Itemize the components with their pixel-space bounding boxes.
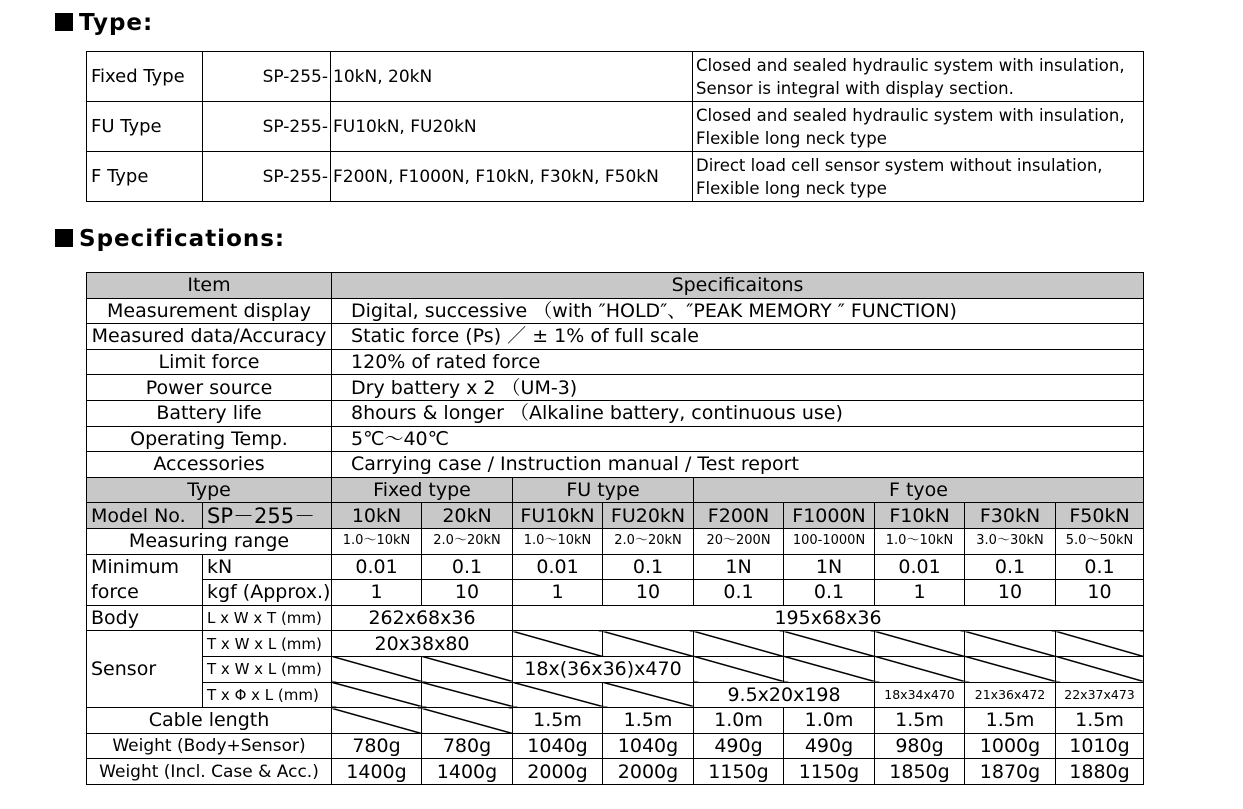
not-applicable-cell bbox=[875, 656, 965, 682]
general-row: Accessories Carrying case / Instruction manual / Test report bbox=[87, 452, 1144, 478]
not-applicable-cell bbox=[784, 631, 875, 657]
min-force-kgf-row: force kgf (Approx.) 1 10 1 10 0.1 0.1 1 10 10 bbox=[87, 580, 1144, 606]
type-row-fu: FU Type SP-255- FU10kN, FU20kN Closed and sealed hydraulic system with insulation, Flexible long neck type bbox=[87, 102, 1144, 152]
not-applicable-cell bbox=[784, 656, 875, 682]
spec-header-row bbox=[87, 273, 1144, 299]
not-applicable-cell bbox=[603, 631, 694, 657]
general-row: Measurement display Digital, successive （with ″HOLD″、″PEAK MEMORY ″ FUNCTION) bbox=[87, 298, 1144, 324]
not-applicable-cell bbox=[422, 708, 513, 734]
body-row: Body L x W x T (mm) 262x68x36 195x68x36 bbox=[87, 605, 1144, 631]
type-row-f: F Type SP-255- F200N, F1000N, F10kN, F30kN, F50kN Direct load cell sensor system without insulation, Flexible long neck type bbox=[87, 152, 1144, 202]
type-heading: Type: bbox=[55, 10, 153, 36]
not-applicable-cell bbox=[332, 656, 422, 682]
not-applicable-cell bbox=[694, 631, 784, 657]
spec-header: Specificaitons bbox=[332, 273, 1144, 299]
not-applicable-cell bbox=[965, 656, 1056, 682]
not-applicable-cell bbox=[513, 682, 603, 708]
general-row: Power source Dry battery x 2 （UM-3) bbox=[87, 375, 1144, 401]
not-applicable-cell bbox=[875, 631, 965, 657]
not-applicable-cell bbox=[422, 656, 513, 682]
range-row: Measuring range 1.0～10kN 2.0～20kN 1.0～10kN 2.0～20kN 20～200N 100-1000N 1.0～10kN 3.0～30kN 5.0～50kN bbox=[87, 528, 1144, 554]
not-applicable-cell bbox=[694, 656, 784, 682]
square-bullet-icon bbox=[55, 13, 73, 31]
general-row: Limit force 120% of rated force bbox=[87, 349, 1144, 375]
weight-incl-case-row: Weight (Incl. Case & Acc.) 1400g 1400g 2000g 2000g 1150g 1150g 1850g 1870g 1880g bbox=[87, 759, 1144, 785]
not-applicable-cell bbox=[603, 682, 694, 708]
square-bullet-icon bbox=[55, 229, 73, 247]
sensor-row-2: T x W x L (mm) 18x(36x36)x470 bbox=[87, 656, 1144, 682]
type-table bbox=[86, 51, 1144, 202]
weight-body-sensor-row: Weight (Body+Sensor) 780g 780g 1040g 1040g 490g 490g 980g 1000g 1010g bbox=[87, 733, 1144, 759]
general-row: Battery life 8hours & longer （Alkaline battery, continuous use) bbox=[87, 400, 1144, 426]
not-applicable-cell bbox=[422, 682, 513, 708]
type-row-fixed: Fixed Type SP-255- 10kN, 20kN Closed and sealed hydraulic system with insulation, Sensor is integral with display section. bbox=[87, 52, 1144, 102]
sensor-row-3: T x Φ x L (mm) 9.5x20x198 18x34x470 21x36x472 22x37x473 bbox=[87, 682, 1144, 708]
cable-row: Cable length 1.5m 1.5m 1.0m 1.0m 1.5m 1.5m 1.5m bbox=[87, 708, 1144, 734]
min-force-kn-row: Minimum kN 0.01 0.1 0.01 0.1 1N 1N 0.01 0.1 0.1 bbox=[87, 554, 1144, 580]
type-group-row: Type Fixed type FU type F tyoe bbox=[87, 477, 1144, 503]
item-header: Item bbox=[87, 273, 332, 299]
not-applicable-cell bbox=[965, 631, 1056, 657]
not-applicable-cell bbox=[1056, 656, 1144, 682]
not-applicable-cell bbox=[1056, 631, 1144, 657]
sensor-row-1: Sensor T x W x L (mm) 20x38x80 bbox=[87, 631, 1144, 657]
model-row: Model No. SP－255－ 10kN 20kN FU10kN FU20kN F200N F1000N F10kN F30kN F50kN bbox=[87, 503, 1144, 529]
specifications-heading: Specifications: bbox=[55, 226, 285, 252]
specifications-table bbox=[86, 272, 1144, 785]
not-applicable-cell bbox=[332, 708, 422, 734]
not-applicable-cell bbox=[513, 631, 603, 657]
not-applicable-cell bbox=[332, 682, 422, 708]
general-row: Operating Temp. 5℃～40℃ bbox=[87, 426, 1144, 452]
general-row: Measured data/Accuracy Static force (Ps) ／ ± 1% of full scale bbox=[87, 324, 1144, 350]
